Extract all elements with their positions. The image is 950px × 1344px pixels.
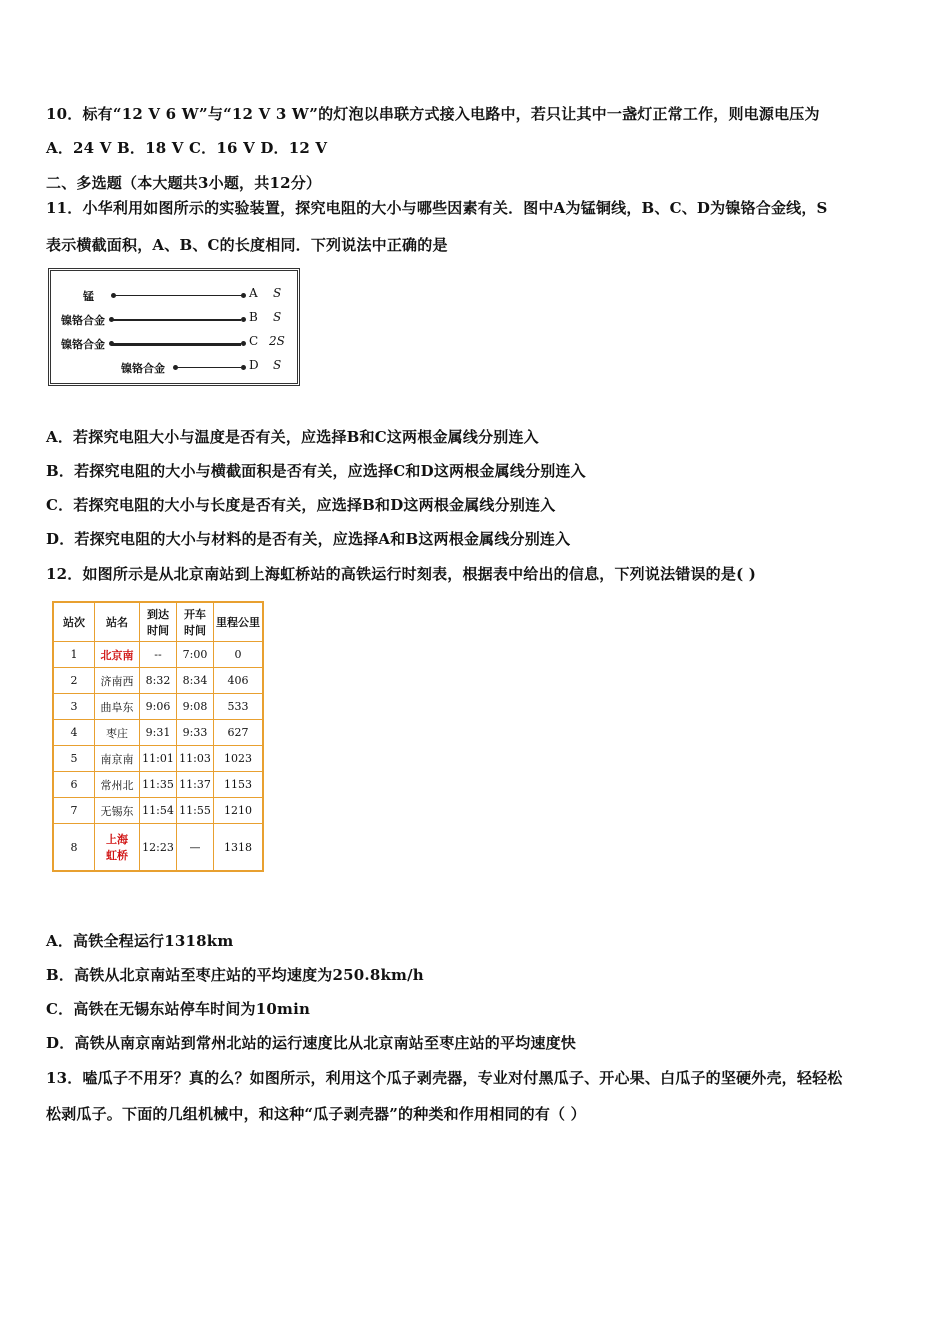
wire-c-area: 2S	[269, 334, 285, 348]
q11-option-b: B．若探究电阻的大小与横截面积是否有关，应选择C和D这两根金属线分别连入	[46, 462, 586, 480]
table-row	[53, 772, 263, 798]
table-cell: 曲阜东	[95, 694, 140, 720]
table-cell: 11:01	[140, 746, 177, 772]
header-cell: 站次	[53, 602, 95, 642]
table-row	[53, 798, 263, 824]
table-row	[53, 720, 263, 746]
table-cell: 11:37	[177, 772, 214, 798]
wire-c-end	[241, 341, 246, 346]
table-cell: 7:00	[177, 642, 214, 668]
table-cell: 常州北	[95, 772, 140, 798]
header-cell: 站名	[95, 602, 140, 642]
wire-b-end	[241, 317, 246, 322]
table-cell: 1210	[214, 798, 264, 824]
table-cell: 406	[214, 668, 264, 694]
table-cell: 8:34	[177, 668, 214, 694]
table-row	[53, 824, 263, 872]
q11-stem-line2: 表示横截面积，A、B、C的长度相同．下列说法中正确的是	[46, 236, 448, 254]
table-cell: 2	[53, 668, 95, 694]
table-cell: 9:06	[140, 694, 177, 720]
table-row	[53, 746, 263, 772]
table-cell: 南京南	[95, 746, 140, 772]
table-cell: 11:55	[177, 798, 214, 824]
q12-option-a: A．高铁全程运行1318km	[46, 932, 234, 950]
table-cell: 济南西	[95, 668, 140, 694]
q11-option-d: D．若探究电阻的大小与材料的是否有关，应选择A和B这两根金属线分别连入	[46, 530, 571, 548]
q11-option-c: C．若探究电阻的大小与长度是否有关，应选择B和D这两根金属线分别连入	[46, 496, 556, 514]
table-cell: 12:23	[140, 824, 177, 872]
table-cell: 3	[53, 694, 95, 720]
q12-stem: 12．如图所示是从北京南站到上海虹桥站的高铁运行时刻表，根据表中给出的信息，下列说法错误的是( )	[46, 565, 757, 583]
wire-a-area: S	[273, 286, 282, 300]
wire-b-end-label: B	[249, 310, 258, 324]
table-cell: 0	[214, 642, 264, 668]
header-cell: 里程公里	[214, 602, 264, 642]
table-cell: 6	[53, 772, 95, 798]
table-row	[53, 642, 263, 668]
q11-stem-line1: 11．小华利用如图所示的实验装置，探究电阻的大小与哪些因素有关．图中A为锰铜线，B、C、D为镍铬合金线，S	[46, 199, 828, 217]
table-cell: 4	[53, 720, 95, 746]
wire-a-end-label: A	[249, 286, 258, 300]
wire-a-end	[241, 293, 246, 298]
table-cell: 9:31	[140, 720, 177, 746]
q13-stem-line1: 13．嗑瓜子不用牙？真的么？如图所示，利用这个瓜子剥壳器，专业对付黑瓜子、开心果、白瓜子的坚硬外壳，轻轻松	[46, 1069, 843, 1087]
q11-option-a: A．若探究电阻大小与温度是否有关，应选择B和C这两根金属线分别连入	[46, 428, 539, 446]
table-cell: 8:32	[140, 668, 177, 694]
table-cell: 枣庄	[95, 720, 140, 746]
table-cell: 1153	[214, 772, 264, 798]
q12-option-c: C．高铁在无锡东站停车时间为10min	[46, 1000, 311, 1018]
table-cell: 11:35	[140, 772, 177, 798]
q10-stem: 10．标有“12 V 6 W”与“12 V 3 W”的灯泡以串联方式接入电路中，若只让其中一盏灯正常工作，则电源电压为	[46, 105, 820, 123]
table-cell: 11:54	[140, 798, 177, 824]
table-header-row	[53, 602, 263, 642]
table-cell: --	[140, 642, 177, 668]
wire-d-end-label: D	[249, 358, 259, 372]
wire-d-label: 镍铬合金	[121, 362, 165, 375]
table-cell: 1023	[214, 746, 264, 772]
table-cell: 627	[214, 720, 264, 746]
wire-c-label: 镍铬合金	[61, 338, 105, 351]
table-cell: 无锡东	[95, 798, 140, 824]
q13-stem-line2: 松剥瓜子。下面的几组机械中，和这种“瓜子剥壳器”的种类和作用相同的有（ ）	[46, 1105, 586, 1123]
timetable	[52, 601, 264, 872]
table-cell: 9:08	[177, 694, 214, 720]
header-cell: 到达时间	[140, 602, 177, 642]
wire-c	[111, 343, 241, 346]
wire-a	[113, 295, 243, 296]
table-cell: 7	[53, 798, 95, 824]
table-cell: 北京南	[95, 642, 140, 668]
wire-d-end	[241, 365, 246, 370]
header-cell: 开车时间	[177, 602, 214, 642]
table-cell: 1318	[214, 824, 264, 872]
table-cell: 8	[53, 824, 95, 872]
table-cell: 9:33	[177, 720, 214, 746]
table-row	[53, 668, 263, 694]
table-cell: —	[177, 824, 214, 872]
wire-c-end-label: C	[249, 334, 259, 348]
table-cell: 533	[214, 694, 264, 720]
table-cell: 上海虹桥	[95, 824, 140, 872]
table-cell: 11:03	[177, 746, 214, 772]
wire-d-area: S	[273, 358, 282, 372]
wire-figure	[48, 268, 300, 386]
wire-b-area: S	[273, 310, 282, 324]
wire-a-label: 锰	[83, 290, 94, 303]
table-cell: 5	[53, 746, 95, 772]
q12-option-b: B．高铁从北京南站至枣庄站的平均速度为250.8km/h	[46, 966, 424, 984]
section-title: 二、多选题（本大题共3小题，共12分）	[46, 174, 322, 192]
wire-d	[175, 367, 241, 368]
q12-option-d: D．高铁从南京南站到常州北站的运行速度比从北京南站至枣庄站的平均速度快	[46, 1034, 577, 1052]
table-row	[53, 694, 263, 720]
wire-b-label: 镍铬合金	[61, 314, 105, 327]
table-cell: 1	[53, 642, 95, 668]
wire-b	[111, 319, 241, 321]
q10-options: A．24 V B．18 V C．16 V D．12 V	[46, 139, 328, 157]
